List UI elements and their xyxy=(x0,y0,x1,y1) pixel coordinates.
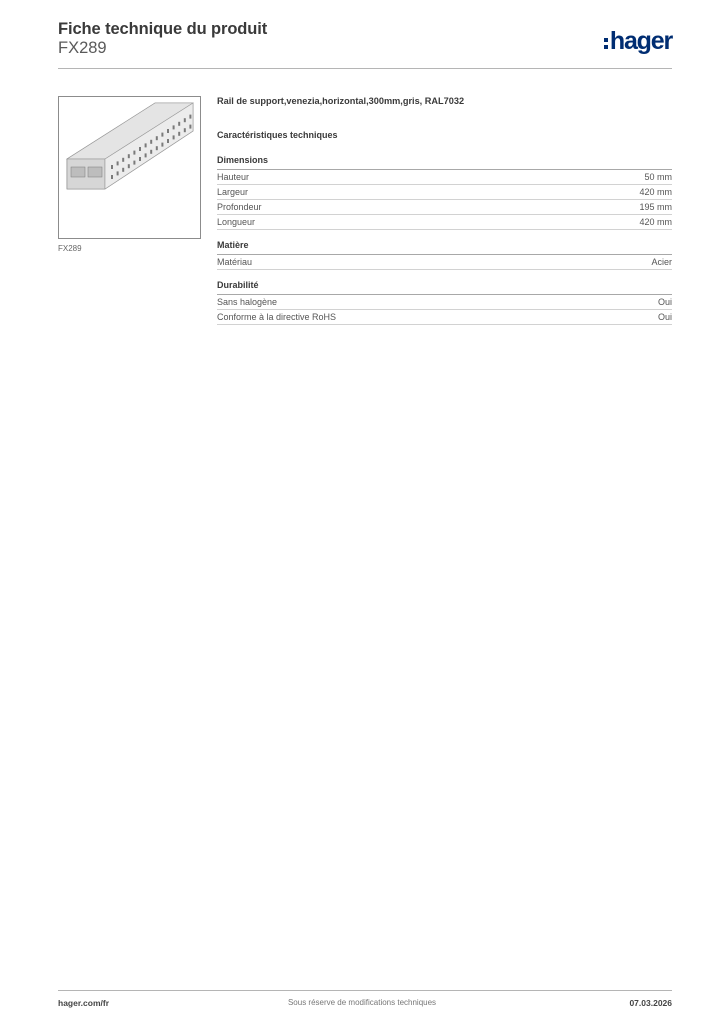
perforation xyxy=(184,118,186,122)
perforation xyxy=(133,151,135,155)
spec-value: 50 mm xyxy=(644,172,672,182)
spec-group-title: Durabilité xyxy=(217,280,672,295)
perforation xyxy=(111,175,113,179)
spec-row xyxy=(217,255,672,270)
product-reference: FX289 xyxy=(58,39,107,57)
perforation xyxy=(128,164,130,168)
perforation xyxy=(184,128,186,132)
spec-label: Conforme à la directive RoHS xyxy=(217,312,337,322)
spec-value: 420 mm xyxy=(639,217,672,227)
perforation xyxy=(178,122,180,126)
perforation xyxy=(161,133,163,137)
perforation xyxy=(145,143,147,147)
spec-row xyxy=(217,200,672,215)
spec-value: 420 mm xyxy=(639,187,672,197)
spec-row xyxy=(217,295,672,310)
footer-date: 07.03.2026 xyxy=(629,998,672,1008)
spec-group xyxy=(217,240,672,270)
document-title: Fiche technique du produit xyxy=(58,20,268,38)
perforation xyxy=(117,171,119,175)
spec-row xyxy=(217,170,672,185)
perforation xyxy=(189,125,191,129)
perforation xyxy=(133,161,135,165)
perforation xyxy=(150,140,152,144)
perforation xyxy=(173,135,175,139)
spec-group-title: Matière xyxy=(217,240,672,255)
logo-dots-icon xyxy=(604,38,608,49)
section-title: Caractéristiques techniques xyxy=(217,130,338,140)
spec-group-title: Dimensions xyxy=(217,155,672,170)
product-description: Rail de support,venezia,horizontal,300mm,gris, RAL7032 xyxy=(217,96,465,106)
spec-row xyxy=(217,310,672,325)
spec-label: Largeur xyxy=(217,187,249,197)
hager-logo xyxy=(604,29,672,54)
spec-label: Profondeur xyxy=(217,202,262,212)
perforation xyxy=(128,154,130,158)
perforation xyxy=(139,157,141,161)
logo-text: hager xyxy=(609,27,672,55)
support-rail-illustration xyxy=(59,97,200,238)
perforation xyxy=(156,136,158,140)
perforation xyxy=(145,153,147,157)
spec-label: Sans halogène xyxy=(217,297,278,307)
footer-website: hager.com/fr xyxy=(58,998,110,1008)
perforation xyxy=(122,158,124,162)
perforation xyxy=(161,143,163,147)
spec-value: Oui xyxy=(657,297,672,307)
footer-divider xyxy=(58,990,672,991)
perforation xyxy=(156,146,158,150)
spec-content xyxy=(217,96,672,335)
perforation xyxy=(167,139,169,143)
spec-row xyxy=(217,215,672,230)
perforation xyxy=(150,150,152,154)
header-divider xyxy=(58,68,672,69)
perforation xyxy=(178,132,180,136)
perforation xyxy=(117,161,119,165)
spec-label: Hauteur xyxy=(217,172,250,182)
spec-groups xyxy=(217,155,672,325)
product-image xyxy=(58,96,201,239)
spec-value: 195 mm xyxy=(639,202,672,212)
spec-label: Matériau xyxy=(217,257,253,267)
perforation xyxy=(139,147,141,151)
spec-group xyxy=(217,155,672,230)
perforation xyxy=(122,168,124,172)
spec-row xyxy=(217,185,672,200)
perforation xyxy=(111,165,113,169)
footer-disclaimer: Sous réserve de modifications techniques xyxy=(287,998,437,1007)
image-caption: FX289 xyxy=(58,244,82,253)
perforation xyxy=(189,115,191,119)
spec-value: Acier xyxy=(651,257,672,267)
spec-group xyxy=(217,280,672,325)
spec-label: Longueur xyxy=(217,217,256,227)
perforation xyxy=(173,125,175,129)
perforation xyxy=(167,129,169,133)
spec-value: Oui xyxy=(657,312,672,322)
